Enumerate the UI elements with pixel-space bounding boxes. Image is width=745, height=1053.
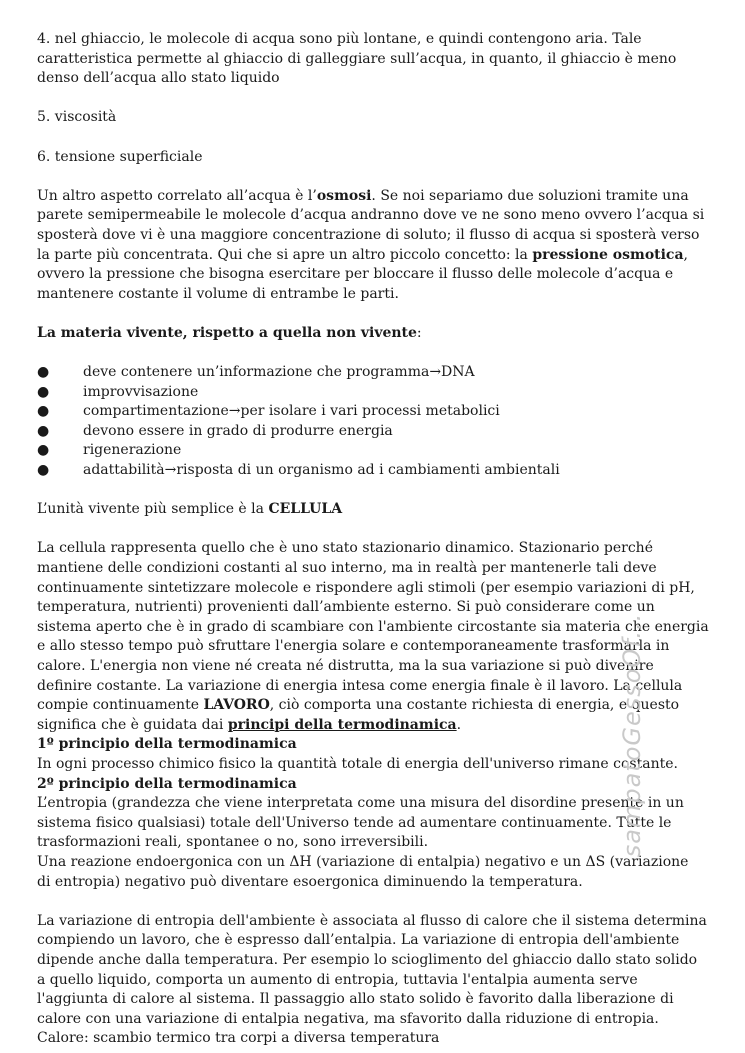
principio1-text: In ogni processo chimico fisico la quantità totale di energia dell'universo rimane costante.	[37, 755, 678, 772]
osmosi-term: osmosi	[316, 187, 372, 204]
list-item	[37, 441, 712, 461]
materia-heading-colon: :	[416, 324, 422, 341]
principio2-text-2b: di entropia) negativo può diventare esoergonica diminuendo la temperatura.	[37, 873, 583, 890]
entropia-line: La variazione di entropia dell'ambiente è associata al flusso di calore che il sistema determina	[37, 912, 707, 929]
list-item-text: adattabilità→risposta di un organismo ad i cambiamenti ambientali	[83, 462, 560, 479]
list-item-text: devono essere in grado di produrre energia	[83, 422, 393, 439]
list-item	[37, 461, 712, 481]
watermark-text: sampatoGessoOf...	[618, 612, 647, 858]
paragraph-ghiaccio: 4. nel ghiaccio, le molecole di acqua sono più lontane, e quindi contengono aria. Tale caratteristica permette al ghiaccio di galleggiare sull’acqua, in quanto, il ghiaccio è meno denso dell’acqua allo stato liquido	[37, 31, 677, 87]
list-item	[37, 383, 712, 403]
list-item	[37, 422, 712, 442]
entropia-line: compiendo un lavoro, che è espresso dall’entalpia. La variazione di entropia dell'ambiente	[37, 932, 680, 949]
osmosi-text-1: Un altro aspetto correlato all’acqua è l’	[37, 187, 317, 204]
list-item-text: compartimentazione→per isolare i vari processi metabolici	[83, 403, 500, 420]
pressione-osmotica-term: pressione osmotica	[532, 246, 684, 263]
principio2-text: L’entropia (grandezza che viene interpretata come una misura del disordine presente in un sistema fisico qualsiasi) totale dell'Universo tende ad aumentare continuamente. Tutte le trasformazioni reali, spontanee o no, sono irreversibili.	[37, 795, 684, 851]
materia-heading	[37, 324, 712, 344]
paragraph-unita	[37, 500, 712, 520]
cellula-text-3: .	[456, 716, 462, 733]
bullet-icon: ●	[37, 422, 50, 439]
cellula-text-2: , ciò comporta una costante richiesta di energia, e questo significa che è guidata dai	[37, 697, 680, 733]
list-item	[37, 402, 712, 422]
bullet-icon: ●	[37, 383, 50, 400]
entropia-line: l'aggiunta di calore al sistema. Il passaggio allo stato solido è favorito dalla liberazione di	[37, 991, 674, 1008]
unita-text: L’unità vivente più semplice è la	[37, 501, 269, 518]
bullet-icon: ●	[37, 364, 50, 381]
document-page	[37, 30, 712, 1049]
osmosi-text-3: , ovvero la pressione che bisogna esercitare per bloccare il flusso delle molecole d’acqua e mantenere costante il volume di entrambe le parti.	[37, 246, 688, 302]
bullet-icon: ●	[37, 403, 50, 420]
watermark	[612, 540, 652, 930]
materia-heading-bold: La materia vivente, rispetto a quella non vivente	[37, 324, 417, 341]
bullet-icon: ●	[37, 462, 50, 479]
entropia-line: dipende anche dalla temperatura. Per esempio lo scioglimento del ghiaccio dallo stato solido	[37, 951, 698, 968]
entropia-line: a quello liquido, comporta un aumento di entropia, tuttavia l'entalpia aumenta serve	[37, 971, 638, 988]
calore-definition: Calore: scambio termico tra corpi a diversa temperatura	[37, 1030, 440, 1047]
list-item-text: rigenerazione	[83, 442, 182, 459]
bullet-list	[37, 363, 712, 481]
paragraph-osmosi	[37, 187, 712, 305]
bullet-icon: ●	[37, 442, 50, 459]
principio2-text-2a: Una reazione endoergonica con un ΔH (variazione di entalpia) negativo e un ΔS (variazione	[37, 853, 689, 870]
paragraph-cellula	[37, 539, 712, 735]
principio2-title: 2º principio della termodinamica	[37, 775, 297, 792]
osmosi-text-2: . Se noi separiamo due soluzioni tramite una parete semipermeabile le molecole d’acqua andranno dove ve ne sono meno ovvero l’acqua si sposterà dove vi è una maggiore concentrazione di soluto; il flusso di acqua si sposterà verso la parte più concentrata. Qui che si apre un altro piccolo concetto: la	[37, 187, 705, 263]
principio1-title: 1º principio della termodinamica	[37, 736, 297, 753]
termodinamica-link: principi della termodinamica	[227, 716, 457, 733]
paragraph-viscosita: 5. viscosità	[37, 109, 117, 126]
list-item	[37, 363, 712, 383]
list-item-text: deve contenere un’informazione che programma→DNA	[83, 364, 475, 381]
cellula-text-1: La cellula rappresenta quello che è uno stato stazionario dinamico. Stazionario perché mantiene delle condizioni costanti al suo interno, ma in realtà per mantenerle tali deve continuamente sintetizzare molecole e rispondere agli stimoli (per esempio variazioni di pH, temperatura, nutrienti) provenienti dall’ambiente esterno. Si può considerare come un sistema aperto che è in grado di scambiare con l'ambiente circostante sia materia che energia e allo stesso tempo può sfruttare l'energia solare e contemporaneamente trasformarla in calore. L'energia non viene né creata né distrutta, ma la sua variazione si può divenire definire costante. La variazione di energia intesa come energia finale è il lavoro. La cellula compie continuamente	[37, 540, 709, 714]
entropia-line: calore con una variazione di entalpia negativa, ma sfavorito dalla riduzione di entropia.	[37, 1010, 659, 1027]
cellula-term: CELLULA	[268, 501, 343, 518]
list-item-text: improvvisazione	[83, 383, 199, 400]
lavoro-term: LAVORO	[203, 697, 270, 714]
paragraph-tensione: 6. tensione superficiale	[37, 148, 203, 165]
